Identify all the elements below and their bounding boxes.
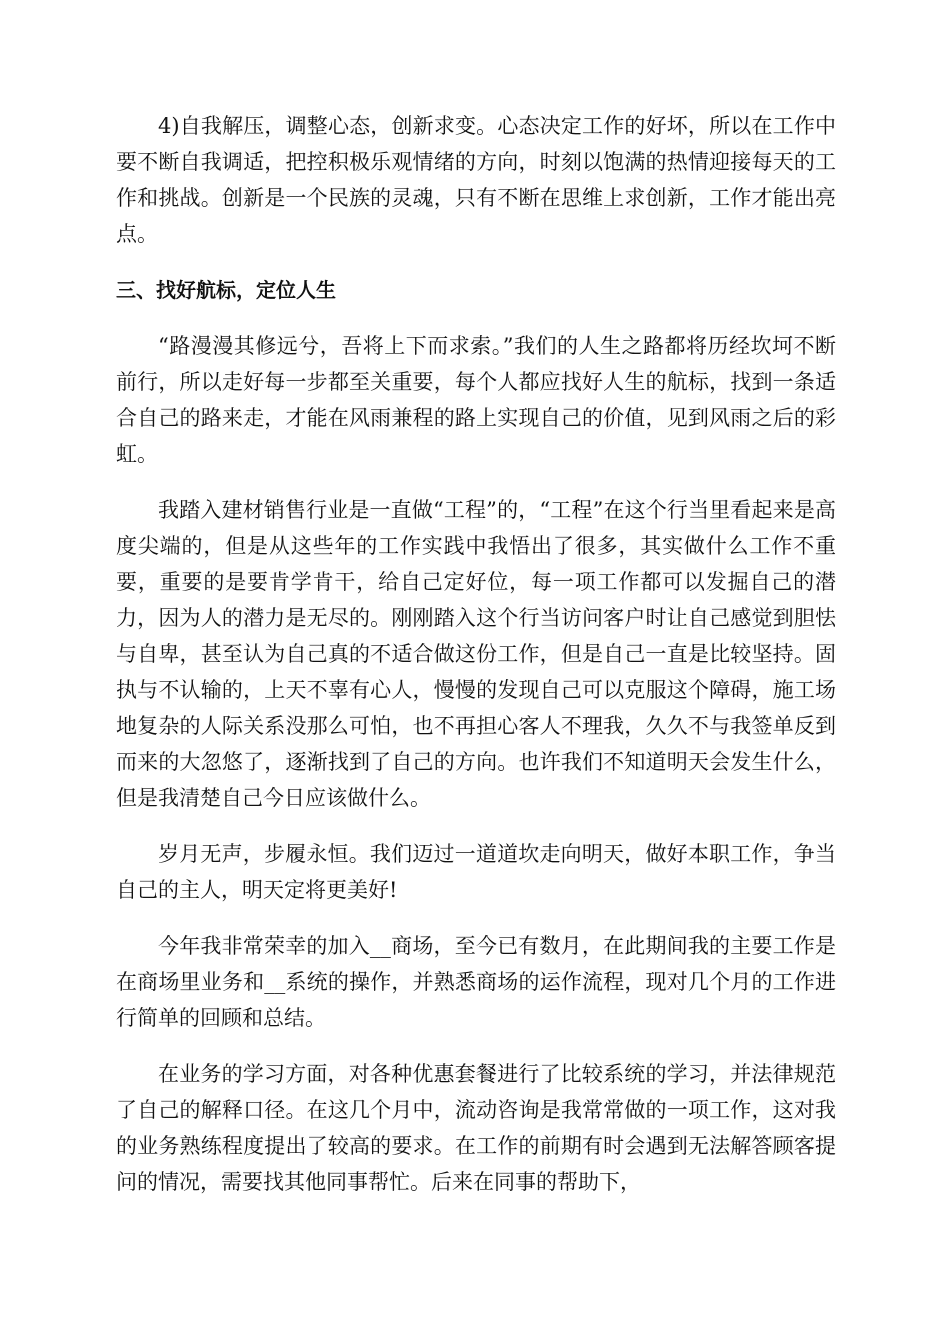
paragraph-self-relief: 4)自我解压，调整心态，创新求变。心态决定工作的好坏，所以在工作中要不断自我调适，把控积极乐观情绪的方向，时刻以饱满的热情迎接每天的工作和挑战。创新是一个民族的灵魂，只有不断在思维上求创新，工作才能出亮点。: [116, 114, 836, 246]
section-heading-3: 三、找好航标，定位人生: [116, 278, 336, 302]
paragraph-quote: “路漫漫其修远兮，吾将上下而求索。”我们的人生之路都将历经坎坷不断前行，所以走好每一步都至关重要，每个人都应找好人生的航标，找到一条适合自己的路来走，才能在风雨兼程的路上实现自己的价值，见到风雨之后的彩虹。: [116, 334, 836, 466]
paragraph-years: 岁月无声，步履永恒。我们迈过一道道坎走向明天，做好本职工作，争当自己的主人，明天定将更美好!: [116, 842, 836, 902]
paragraph-mall-intro: 今年我非常荣幸的加入__商场，至今已有数月，在此期间我的主要工作是在商场里业务和__系统的操作，并熟悉商场的运作流程，现对几个月的工作进行简单的回顾和总结。: [116, 934, 836, 1030]
paragraph-building-materials: 我踏入建材销售行业是一直做“工程”的，“工程”在这个行当里看起来是高度尖端的，但是从这些年的工作实践中我悟出了很多，其实做什么工作不重要，重要的是要肯学肯干，给自己定好位，每一项工作都可以发掘自己的潜力，因为人的潜力是无尽的。刚刚踏入这个行当访问客户时让自己感觉到胆怯与自卑，甚至认为自己真的不适合做这份工作，但是自己一直是比较坚持。固执与不认输的，上天不辜有心人，慢慢的发现自己可以克服这个障碍，施工场地复杂的人际关系没那么可怕，也不再担心客人不理我，久久不与我签单反到而来的大忽悠了，逐渐找到了自己的方向。也许我们不知道明天会发生什么，但是我清楚自己今日应该做什么。: [116, 498, 836, 810]
document-body: [116, 108, 836, 1220]
paragraph-business-study: 在业务的学习方面，对各种优惠套餐进行了比较系统的学习，并法律规范了自己的解释口径。在这几个月中，流动咨询是我常常做的一项工作，这对我的业务熟练程度提出了较高的要求。在工作的前期有时会遇到无法解答顾客提问的情况，需要找其他同事帮忙。后来在同事的帮助下，: [116, 1062, 836, 1194]
